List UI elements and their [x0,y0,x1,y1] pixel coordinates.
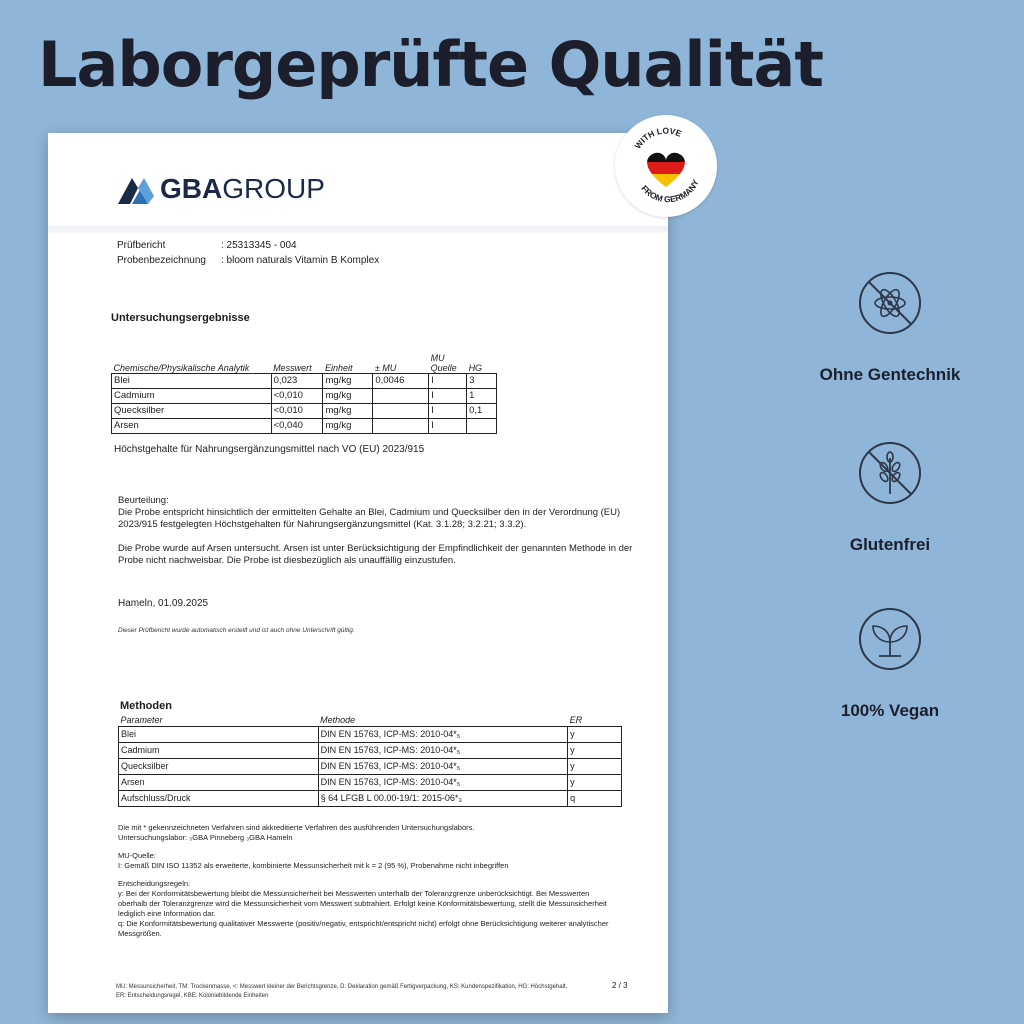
results-note: Höchstgehalte für Nahrungsergänzungsmittel nach VO (EU) 2023/915 [114,444,425,455]
methods-header-row: Parameter Methode ER [119,714,622,726]
assessment-paragraph-1: Die Probe entspricht hinsichtlich der ermittelten Gehalte an Blei, Cadmium und Quecksilber den in der Verordnung (EU) 2023/915 festgelegten Höchstgehalten für Nahrungsergänzungsmittel (Kat. 3.1.28; 3.2.21; 3.3.2). [118,507,621,530]
page-number: 2 / 3 [612,981,628,990]
feature-label-gluten-free: Glutenfrei [849,535,931,554]
auto-generated-note: Dieser Prüfbericht wurde automatisch erstellt und ist auch ohne Unterschrift gültig. [118,627,355,634]
logo-wordmark: GBAGROUP [160,173,325,204]
table-row: Quecksilber <0,010 mg/kg I 0,1 [112,403,497,418]
assessment-paragraph-2: Die Probe wurde auf Arsen untersucht. Arsen ist unter Berücksichtigung der Empfindlichkeit der genannten Methode in der Probe nicht nachweisbar. Die Probe ist diesbezüglich als unauffällig einzustufen. [118,543,633,566]
svg-text:FROM GERMANY: FROM GERMANY [639,177,701,205]
feature-vegan [780,606,1000,721]
lab-report-document [48,133,668,1013]
page-headline: Laborgeprüfte Qualität [38,28,823,101]
footer-abbreviations: MU: Messunsicherheit, TM: Trockenmasse, <: Messwert kleiner der Berichtsgrenze, D: Deklaration gemäß Fertigverpackung, KS: Kundenspezifikation, HG: Höchstgehalt, ER: Entscheidungsregel, KBE: Koloniebildende Einheiten [116,984,568,999]
results-title: Untersuchungsergebnisse [111,312,250,324]
gba-group-logo [118,173,325,205]
gluten-free-icon [857,440,923,506]
place-date: Hameln, 01.09.2025 [118,598,209,609]
table-row: Quecksilber DIN EN 15763, ICP-MS: 2010-04*₅ y [119,758,622,774]
decision-rule-y: y: Bei der Konformitätsbewertung bleibt die Messunsicherheit bei Messwerten unterhalb der Toleranzgrenze unberücksichtigt. Bei Messwerten oberhalb der Toleranzgrenze wird die Messunsicherheit vom Messwert subtrahiert. Erfolgt keine Konformitätsbewertung, stellt die Messunsicherheit lediglich eine Information dar. [118,889,607,918]
feature-no-gmo [780,270,1000,385]
table-row: Arsen DIN EN 15763, ICP-MS: 2010-04*₅ y [119,774,622,790]
table-row: Blei 0,023 mg/kg 0,0046 I 3 [112,373,497,388]
table-row: Aufschluss/Druck § 64 LFGB L 00.00-19/1: 2015-06*₃ q [119,790,622,806]
table-row: Cadmium DIN EN 15763, ICP-MS: 2010-04*₅ y [119,742,622,758]
labs-note: Untersuchungslabor: ₅GBA Pinneberg ₃GBA Hameln [118,833,293,842]
mu-source-text: I: Gemäß DIN ISO 11352 als erweiterte, kombinierte Messunsicherheit mit k = 2 (95 %), Probenahme nicht inbegriffen [118,861,509,870]
table-row: Cadmium <0,010 mg/kg I 1 [112,388,497,403]
decision-rules-title: Entscheidungsregeln: [118,879,191,888]
results-header-row: Chemische/Physikalische Analytik Messwert Einheit ± MU MU Quelle HG [112,351,497,373]
made-in-germany-stamp [615,115,717,217]
assessment-title: Beurteilung: [118,495,169,506]
decision-rule-q: q: Die Konformitätsbewertung qualitativer Messwerte (positiv/negativ, entspricht/entspricht nicht) erfolgt ohne Berücksichtigung weiterer analytischer Messgrößen. [118,919,609,938]
feature-label-vegan: 100% Vegan [840,701,940,720]
no-gmo-icon [857,270,923,336]
meta-report-number: Prüfbericht : 25313345 - 004 [117,240,297,251]
meta-sample-name: Probenbezeichnung : bloom naturals Vitamin B Komplex [117,255,380,266]
gba-logo-icon [118,174,154,204]
header-rule [48,226,668,233]
results-table [111,351,497,434]
table-row: Blei DIN EN 15763, ICP-MS: 2010-04*₅ y [119,726,622,742]
mu-source-title: MU-Quelle: [118,851,156,860]
notes-block [118,823,618,939]
feature-label-no-gmo: Ohne Gentechnik [819,365,961,384]
methods-title: Methoden [120,700,172,712]
feature-gluten-free [780,440,1000,555]
methods-table [118,714,622,807]
assessment-block [118,495,648,567]
germany-heart-icon [615,115,717,217]
report-meta [117,240,379,266]
table-row: Arsen <0,040 mg/kg I [112,418,497,433]
accreditation-note: Die mit * gekennzeichneten Verfahren sind akkreditierte Verfahren des ausführenden Untersuchungslabors. [118,823,475,832]
vegan-leaf-icon [857,606,923,672]
svg-text:WITH LOVE: WITH LOVE [632,125,684,151]
